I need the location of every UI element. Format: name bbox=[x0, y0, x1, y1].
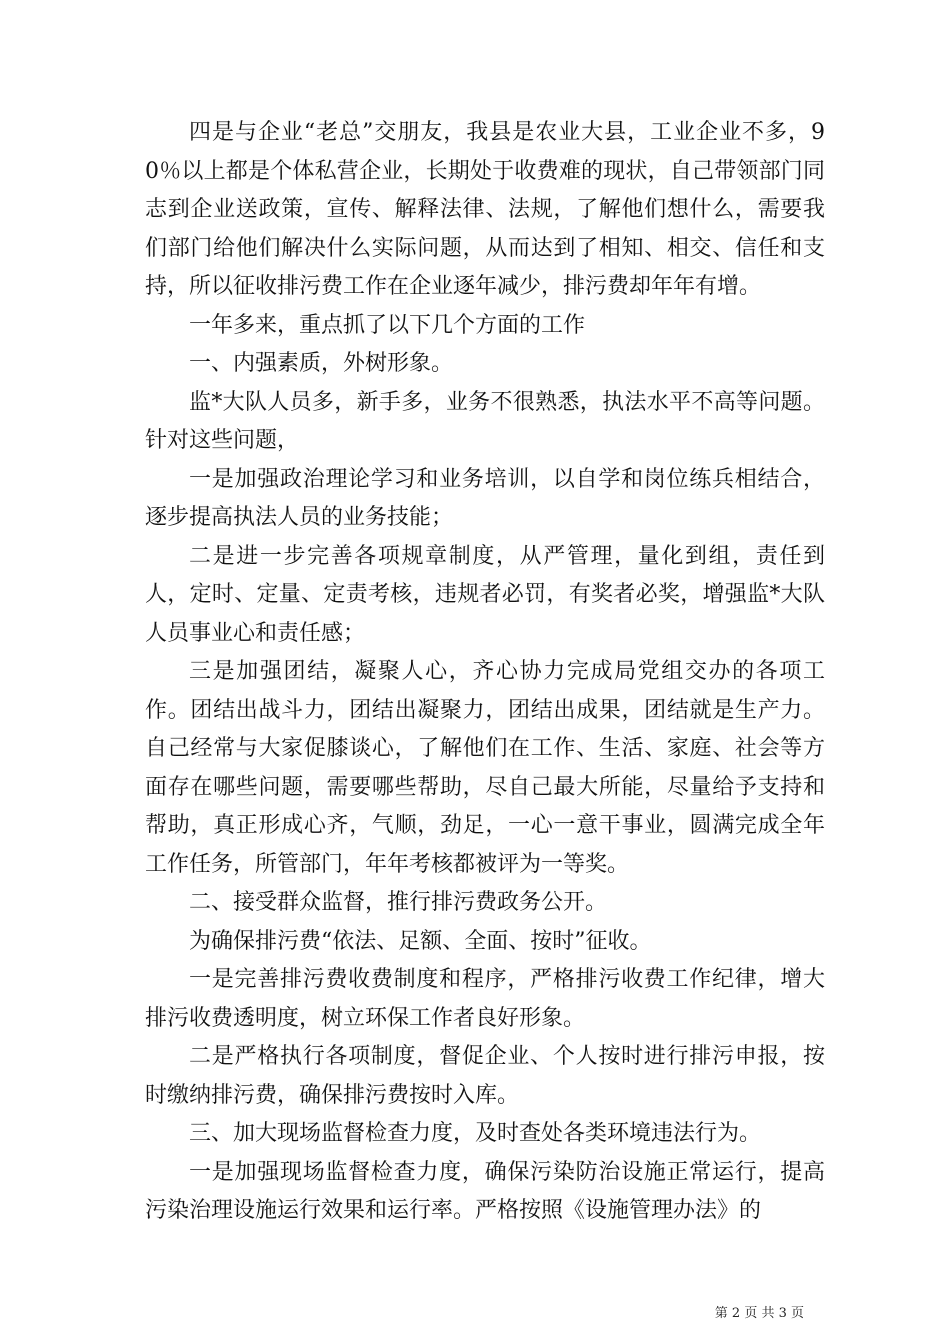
section-heading: 一、内强素质，外树形象。 bbox=[189, 351, 454, 376]
paragraph: 一是加强现场监督检查力度，确保污染防治设施正常运行，提高污染治理设施运行效果和运行率。严格按照《设施管理办法》的 bbox=[145, 1159, 825, 1223]
paragraph: 三是加强团结，凝聚人心，齐心协力完成局党组交办的各项工作。团结出战斗力，团结出凝聚力，团结出成果，团结就是生产力。自己经常与大家促膝谈心，了解他们在工作、生活、家庭、社会等方面存在哪些问题，需要哪些帮助，尽自己最大所能，尽量给予支持和帮助，真正形成心齐，气顺，劲足，一心一意干事业，圆满完成全年工作任务，所管部门，年年考核都被评为一等奖。 bbox=[145, 659, 825, 877]
paragraph: 二是进一步完善各项规章制度，从严管理，量化到组，责任到人，定时、定量、定责考核，违规者必罚，有奖者必奖，增强监*大队人员事业心和责任感； bbox=[145, 543, 825, 646]
paragraph: 监*大队人员多，新手多，业务不很熟悉，执法水平不高等问题。针对这些问题， bbox=[145, 389, 825, 453]
paragraph: 一是完善排污费收费制度和程序，严格排污收费工作纪律，增大排污收费透明度，树立环保工作者良好形象。 bbox=[145, 967, 825, 1031]
paragraph: 一年多来，重点抓了以下几个方面的工作 bbox=[189, 312, 586, 338]
paragraph: 为确保排污费“依法、足额、全面、按时”征收。 bbox=[189, 928, 652, 954]
page-number-footer: 第 2 页 共 3 页 bbox=[714, 1306, 804, 1321]
paragraph: 二是严格执行各项制度，督促企业、个人按时进行排污申报，按时缴纳排污费，确保排污费按时入库。 bbox=[145, 1044, 825, 1108]
document-body bbox=[145, 114, 825, 1231]
section-heading: 二、接受群众监督，推行排污费政务公开。 bbox=[189, 890, 608, 915]
paragraph: 一是加强政治理论学习和业务培训，以自学和岗位练兵相结合，逐步提高执法人员的业务技能； bbox=[145, 466, 825, 530]
paragraph: 四是与企业“老总”交朋友，我县是农业大县，工业企业不多，90％以上都是个体私营企业，长期处于收费难的现状，自己带领部门同志到企业送政策，宣传、解释法律、法规，了解他们想什么，需要我们部门给他们解决什么实际问题，从而达到了相知、相交、信任和支持，所以征收排污费工作在企业逐年减少，排污费却年年有增。 bbox=[145, 120, 825, 299]
section-heading: 三、加大现场监督检查力度，及时查处各类环境违法行为。 bbox=[189, 1121, 762, 1146]
